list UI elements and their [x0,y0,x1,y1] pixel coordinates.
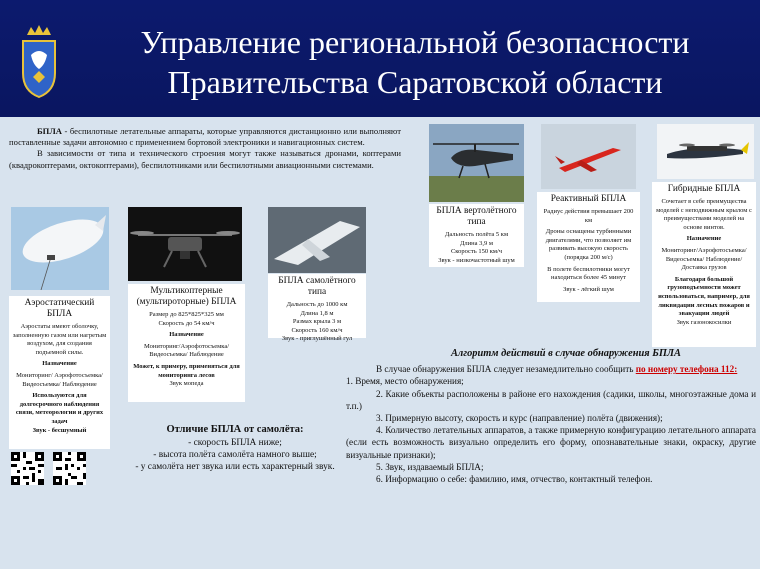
algorithm-step: 4. Количество летательных аппаратов, а также примерную конфигурацию летательного аппарата (если есть возможность визуально определить его форму, опознавательные знаки, окраску, другие визуальные признаки); [346,425,756,460]
difference-item: - высота полёта самолёта намного выше; [153,450,317,460]
multicopter-photo [128,207,242,281]
card-plane-title: БПЛА самолётного типа [278,276,356,297]
card-plane-speed: Скорость 160 км/ч [291,326,343,334]
card-plane-span: Размах крыла 3 м [292,318,342,326]
card-jet-sound: Звук - лёгкий шум [563,285,614,293]
card-helicopter [429,204,524,267]
algorithm-step: 2. Какие объекты расположены в районе его нахождения (садики, школы, многоэтажные дома и т.п.) [346,388,756,411]
difference-section [130,424,340,473]
card-multicopter-note: Может, к примеру, применяться для мониторинга лесов [133,362,240,379]
algorithm-step: 6. Информацию о себе: фамилию, имя, отчество, контактный телефон. [376,474,653,485]
algorithm-step: 3. Примерную высоту, скорость и курс (направление) полёта (движения); [376,413,663,424]
card-plane-sound: Звук - приглушённый гул [281,335,353,343]
card-hybrid-purpose: Мониторинг/Аэрофотосъемка/ Видеосъемка/ Наблюдение/ Доставка грузов [661,246,747,272]
card-jet-flight: В полете беспилотники могут находиться более 45 минут [547,265,630,282]
intro-paragraph-1 [9,126,401,148]
intro-text [9,126,401,171]
card-multicopter-sound: Звук мопеда [169,380,204,388]
card-jet-title: Реактивный БПЛА [550,194,627,204]
card-jet-radius: Радиус действия превышает 200 км [543,208,634,224]
card-multicopter-speed: Скорость до 54 км/ч [158,319,215,327]
algorithm-intro-text: В случае обнаружения БПЛА следует незамедлительно сообщить [376,364,636,375]
card-helicopter-sound: Звук - низкочастотный шум [438,256,515,264]
card-hybrid-purpose-label: Назначение [686,235,722,243]
title-line-2: Правительства Саратовской области [167,64,663,100]
plane-drone-photo [268,207,366,273]
intro-definition: - беспилотные летательные аппараты, которые управляются дистанционно или выполняют поставленные задачи автономно с применением бортовой электроники и навигационных систем. [9,126,401,148]
difference-item: - скорость БПЛА ниже; [188,438,282,448]
algorithm-section [346,348,756,485]
card-helicopter-range: Дальность полёта 5 км [444,231,509,238]
card-jet [537,192,640,302]
card-multicopter-purpose: Мониторинг/Аэрофотосъемка/ Видеосъемка/ Наблюдение [143,342,230,359]
difference-item: - у самолёта нет звука или есть характерный звук. [135,462,335,472]
page-title [70,22,760,102]
coat-of-arms-icon [19,25,59,99]
difference-heading: Отличие БПЛА от самолёта: [166,424,304,435]
algorithm-step: 1. Время, место обнаружения; [346,376,464,387]
algorithm-intro [346,363,756,375]
intro-paragraph-2: В зависимости от типа и технического строения могут также называться дронами, коптерами (квадрокоптерами, октокоптерами), беспилотниками или беспилотными авиационными системами. [9,148,401,170]
intro-term: БПЛА [37,126,62,136]
card-aerostat-purpose-label: Назначение [42,360,77,368]
algorithm-heading: Алгоритм действий в случае обнаружения БПЛА [451,348,681,359]
card-hybrid-sound: Звук газонокосилки [676,318,732,326]
card-multicopter-size: Размер до 825*825*325 мм [149,311,224,318]
card-hybrid [652,182,756,347]
card-multicopter-purpose-label: Назначение [169,331,204,339]
hybrid-drone-photo [657,124,754,179]
card-hybrid-title: Гибридные БПЛА [667,184,741,194]
helicopter-drone-photo [429,124,524,202]
qr-code-icon [53,452,86,485]
card-aerostat-title: Аэростатический БПЛА [24,298,95,319]
aerostat-photo [11,207,109,290]
card-hybrid-note: Благодаря большой грузоподъемности может использоваться, например, для ликвидации лесных пожаров и эвакуации людей [658,275,750,318]
card-multicopter-title: Мультикоптерные (мультироторные) БПЛА [136,286,237,307]
card-plane [268,274,366,343]
card-multicopter [128,284,245,402]
jet-drone-photo [541,124,636,189]
card-plane-length: Длина 1,8 м [300,309,334,317]
card-plane-range: Дальность до 1000 км [286,301,348,308]
card-helicopter-length: Длина 3,9 м [459,239,493,247]
card-aerostat [9,296,110,449]
card-aerostat-desc: Аэростаты имеют оболочку, заполненную газом или нагретым воздухом, для создания подъемной силы. [12,323,107,356]
algorithm-step: 5. Звук, издаваемый БПЛА; [376,461,484,472]
card-aerostat-note: Используются для долгосрочного наблюдения связи, метеорологии и других задач [15,392,104,425]
card-hybrid-desc: Сочетает в себе преимущества моделей с неподвижным крылом с преимуществами моделей на основе винтов. [656,198,752,231]
card-helicopter-speed: Скорость 150 км/ч [450,248,503,256]
header-banner [0,0,760,117]
card-aerostat-purpose: Мониторинг/ Аэрофотосъемка/ Видеосъемка/ Наблюдение [16,371,103,388]
card-aerostat-sound: Звук - бесшумный [32,426,87,434]
emergency-phone-link[interactable]: по номеру телефона 112: [635,364,738,375]
card-helicopter-title: БПЛА вертолётного типа [436,206,517,227]
title-line-1: Управление региональной безопасности [140,24,690,60]
card-jet-desc: Дроны оснащены турбинными двигателями, что позволяет им развивать высокую скорость (порядка 200 м/с) [545,228,632,261]
qr-code-icon [11,452,44,485]
